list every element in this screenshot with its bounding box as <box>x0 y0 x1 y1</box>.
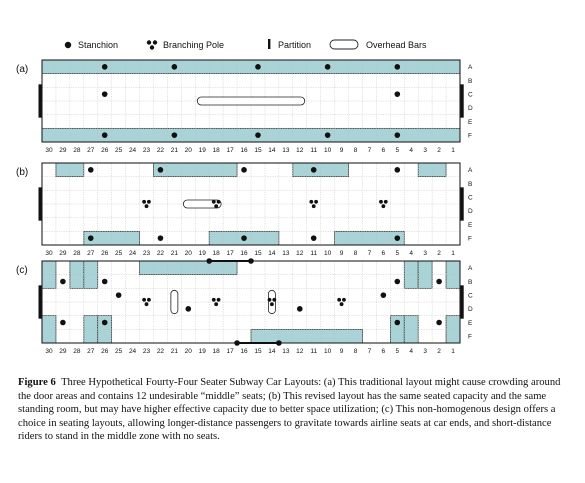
branching-pole-node <box>147 298 151 302</box>
stanchion <box>395 320 401 326</box>
column-number: 22 <box>156 250 165 257</box>
branching-pole-node <box>145 302 149 306</box>
partition <box>461 84 464 117</box>
branching-pole-node <box>214 302 218 306</box>
branching-pole-node <box>312 204 316 208</box>
column-number: 19 <box>198 348 206 355</box>
branching-pole-node <box>217 200 221 204</box>
stanchion <box>158 235 164 241</box>
branching-pole-node <box>142 200 146 204</box>
row-letter: D <box>468 105 473 113</box>
partition <box>39 84 42 117</box>
column-number: 29 <box>59 147 67 154</box>
column-number: 27 <box>87 147 95 154</box>
column-number: 16 <box>240 250 248 257</box>
seat-block <box>335 231 405 245</box>
partition <box>461 285 464 318</box>
column-number: 10 <box>324 250 332 257</box>
column-number: 1 <box>451 250 455 257</box>
column-number: 24 <box>128 147 137 154</box>
column-number: 12 <box>296 147 304 154</box>
stanchion <box>395 91 401 97</box>
seat-block <box>42 261 56 288</box>
partition <box>39 285 42 318</box>
stanchion <box>172 132 178 138</box>
row-letter: B <box>468 180 473 188</box>
stanchion <box>116 292 122 298</box>
stanchion <box>395 167 401 173</box>
column-number: 2 <box>437 147 441 154</box>
column-number: 24 <box>128 348 137 355</box>
stanchion <box>234 340 240 346</box>
row-letter: D <box>468 208 473 216</box>
column-number: 26 <box>101 147 109 154</box>
stanchion <box>255 64 261 70</box>
column-number: 23 <box>142 348 151 355</box>
branching-pole-node <box>217 298 221 302</box>
column-number: 4 <box>409 250 414 257</box>
column-number: 9 <box>339 348 344 355</box>
panel-label: (b) <box>16 167 29 178</box>
column-number: 15 <box>254 250 262 257</box>
branching-pole-node <box>342 298 346 302</box>
stanchion <box>395 132 401 138</box>
stanchion <box>395 279 401 285</box>
column-number: 7 <box>367 348 372 355</box>
branching-pole-node <box>147 200 151 204</box>
column-number: 15 <box>254 348 262 355</box>
branching-pole-node <box>337 298 341 302</box>
branching-pole-legend-icon <box>147 40 157 49</box>
branching-pole-node <box>384 200 388 204</box>
column-number: 4 <box>409 147 414 154</box>
legend <box>0 0 585 60</box>
column-number: 14 <box>268 348 276 355</box>
layout-panel-c <box>0 253 585 373</box>
column-number: 11 <box>310 147 318 154</box>
branching-pole-node <box>314 200 318 204</box>
column-number: 5 <box>395 250 400 257</box>
stanchion <box>395 64 401 70</box>
column-number: 12 <box>296 348 304 355</box>
stanchion <box>325 64 331 70</box>
stanchion <box>241 167 247 173</box>
column-number: 17 <box>226 147 234 154</box>
column-number: 6 <box>381 147 386 154</box>
column-number: 26 <box>101 348 109 355</box>
seat-block <box>293 163 349 177</box>
column-number: 19 <box>198 147 206 154</box>
column-number: 14 <box>268 250 276 257</box>
column-number: 18 <box>212 348 220 355</box>
seat-block <box>140 261 238 275</box>
stanchion <box>172 64 178 70</box>
legend-stanchion-label: Stanchion <box>78 40 119 50</box>
row-letter: E <box>468 221 473 229</box>
column-number: 3 <box>423 250 427 257</box>
column-number: 9 <box>339 250 344 257</box>
column-number: 5 <box>395 147 400 154</box>
stanchion <box>102 91 108 97</box>
column-number: 23 <box>142 250 151 257</box>
stanchion <box>436 279 442 285</box>
column-number: 13 <box>282 250 290 257</box>
stanchion <box>395 235 401 241</box>
stanchion <box>255 132 261 138</box>
stanchion <box>325 132 331 138</box>
stanchion <box>311 167 317 173</box>
column-number: 12 <box>296 250 304 257</box>
stanchion <box>102 279 108 285</box>
column-number: 16 <box>240 348 248 355</box>
stanchion <box>311 235 317 241</box>
stanchion <box>436 320 442 326</box>
column-number: 6 <box>381 348 386 355</box>
branching-pole-node <box>145 204 149 208</box>
column-number: 21 <box>170 147 178 154</box>
row-letter: B <box>468 77 473 85</box>
column-number: 14 <box>268 147 276 154</box>
column-number: 16 <box>240 147 248 154</box>
column-number: 25 <box>115 348 123 355</box>
column-number: 20 <box>184 348 192 355</box>
column-number: 27 <box>87 348 95 355</box>
partition-legend-icon <box>268 39 270 49</box>
stanchion <box>241 235 247 241</box>
column-number: 6 <box>381 250 386 257</box>
column-number: 28 <box>73 250 81 257</box>
branching-pole-node <box>212 200 216 204</box>
overhead-bar <box>197 97 304 105</box>
column-number: 19 <box>198 250 206 257</box>
column-number: 17 <box>226 250 234 257</box>
branching-pole-node <box>381 204 385 208</box>
stanchion <box>158 167 164 173</box>
caption-text: Three Hypothetical Fourty-Four Seater Subway Car Layouts: (a) This traditional layout might cause crowding around the door areas and contains 12 undesirable “middle” seats; (b) This revised layout has the same seated capacity and the same standing room, but may have higher effective capacity due to better space utilization; (c) This non-homogenous design offers a choice in seating layouts, allowing longer-distance passengers to gravitate towards airline seats at car ends, and short-distance riders to stand in the middle zone with no seats. <box>18 377 561 443</box>
seat-block <box>404 316 418 343</box>
stanchion <box>88 167 94 173</box>
column-number: 15 <box>254 147 262 154</box>
branching-pole-node <box>379 200 383 204</box>
column-number: 27 <box>87 250 95 257</box>
column-number: 3 <box>423 348 427 355</box>
column-number: 18 <box>212 250 220 257</box>
stanchion <box>381 292 387 298</box>
stanchion <box>297 306 303 312</box>
overhead-bar <box>268 290 275 313</box>
partition <box>39 187 42 220</box>
row-letter: B <box>468 278 473 286</box>
column-number: 8 <box>353 147 358 154</box>
branching-pole-node <box>270 302 274 306</box>
column-number: 3 <box>423 147 427 154</box>
column-number: 10 <box>324 147 332 154</box>
stanchion <box>60 320 66 326</box>
column-number: 20 <box>184 147 192 154</box>
row-letter: A <box>468 64 473 72</box>
row-letter: F <box>468 132 472 140</box>
row-letter: E <box>468 118 473 126</box>
column-number: 11 <box>310 348 318 355</box>
column-number: 9 <box>339 147 344 154</box>
branching-pole-node <box>309 200 313 204</box>
legend-partition-label: Partition <box>278 40 312 50</box>
seat-block <box>56 163 84 177</box>
branching-pole-node <box>142 298 146 302</box>
stanchion <box>248 258 254 264</box>
column-number: 25 <box>115 147 123 154</box>
branching-pole-node <box>214 204 218 208</box>
row-letter: F <box>468 333 472 341</box>
column-number: 4 <box>409 348 414 355</box>
row-letter: A <box>468 265 473 273</box>
column-number: 30 <box>45 147 53 154</box>
column-number: 18 <box>212 147 220 154</box>
stanchion <box>102 64 108 70</box>
column-number: 24 <box>128 250 137 257</box>
legend-overhead-bars-label: Overhead Bars <box>366 40 427 50</box>
row-letter: D <box>468 306 473 314</box>
overhead-bars-legend-icon <box>330 40 358 49</box>
stanchion <box>276 340 282 346</box>
column-number: 28 <box>73 348 81 355</box>
column-number: 11 <box>310 250 318 257</box>
column-number: 25 <box>115 250 123 257</box>
column-number: 21 <box>170 250 178 257</box>
column-number: 7 <box>367 147 372 154</box>
seat-block <box>418 163 446 177</box>
column-number: 1 <box>451 147 455 154</box>
row-letter: C <box>468 194 473 202</box>
branching-pole-node <box>268 298 272 302</box>
column-number: 7 <box>367 250 372 257</box>
branching-pole-node <box>340 302 344 306</box>
column-number: 8 <box>353 348 358 355</box>
row-letter: C <box>468 91 473 99</box>
caption-lead: Figure 6 <box>18 377 56 388</box>
seat-block <box>418 261 432 288</box>
column-number: 26 <box>101 250 109 257</box>
column-number: 28 <box>73 147 81 154</box>
seat-block <box>153 163 237 177</box>
column-number: 10 <box>324 348 332 355</box>
panel-label: (c) <box>16 265 28 276</box>
seat-block <box>42 316 56 343</box>
partition <box>461 187 464 220</box>
column-number: 8 <box>353 250 358 257</box>
column-number: 13 <box>282 348 290 355</box>
stanchion <box>186 306 192 312</box>
row-letter: E <box>468 319 473 327</box>
column-number: 13 <box>282 147 290 154</box>
column-number: 20 <box>184 250 192 257</box>
row-letter: C <box>468 292 473 300</box>
column-number: 21 <box>170 348 178 355</box>
stanchion <box>60 279 66 285</box>
column-number: 2 <box>437 250 441 257</box>
stanchion <box>206 258 212 264</box>
overhead-bar <box>171 290 178 313</box>
column-number: 29 <box>59 348 67 355</box>
stanchion <box>88 235 94 241</box>
column-number: 2 <box>437 348 441 355</box>
branching-pole-node <box>212 298 216 302</box>
column-number: 23 <box>142 147 151 154</box>
stanchion-legend-icon <box>65 42 71 48</box>
stanchion <box>102 132 108 138</box>
column-number: 22 <box>156 348 165 355</box>
layout-panel-a <box>0 52 585 175</box>
panel-label: (a) <box>16 64 29 75</box>
column-number: 22 <box>156 147 165 154</box>
column-number: 30 <box>45 250 53 257</box>
stanchion <box>102 320 108 326</box>
column-number: 1 <box>451 348 455 355</box>
row-letter: F <box>468 235 472 243</box>
column-number: 5 <box>395 348 400 355</box>
row-letter: A <box>468 167 473 175</box>
column-number: 30 <box>45 348 53 355</box>
branching-pole-node <box>272 298 276 302</box>
legend-branching-pole-label: Branching Pole <box>163 40 225 50</box>
column-number: 17 <box>226 348 234 355</box>
seat-block <box>404 261 418 288</box>
figure-caption <box>18 376 573 444</box>
column-number: 29 <box>59 250 67 257</box>
